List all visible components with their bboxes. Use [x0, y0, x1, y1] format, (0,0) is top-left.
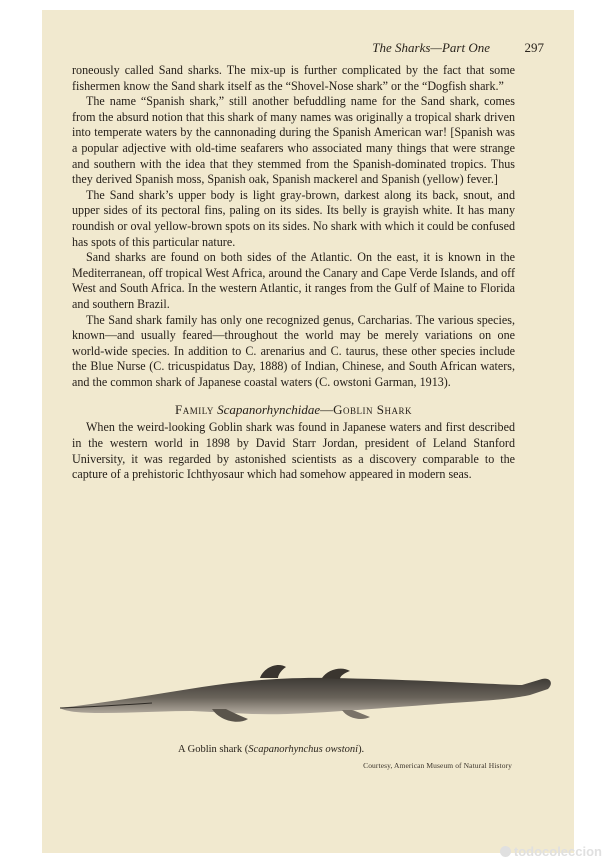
running-title: The Sharks—Part One — [372, 40, 490, 55]
shark-dorsal-fin-front — [260, 665, 286, 678]
paragraph-2: The name “Spanish shark,” still another befuddling name for the Sand shark, comes from the absurd notion that this shark of many names was originally a tropical shark driven into temperate waters by the cannonading during the Spanish American war! [Spanish was a popular adjective with old-time seafarers who associated many things that were strange and southern with the idea that they stemmed from the Spanish-dominated tropics. Thus they derived Spanish moss, Spanish oak, Spanish mackerel and Spanish (yellow) fever.] — [72, 94, 515, 187]
shark-body — [60, 678, 551, 714]
page-number: 297 — [524, 40, 544, 55]
figure-credit: Courtesy, American Museum of Natural History — [363, 761, 512, 770]
goblin-shark-photo — [42, 663, 574, 733]
watermark-logo-icon — [500, 846, 511, 857]
family-name: Scapanorhynchidae — [217, 402, 321, 418]
paragraph-3: The Sand shark’s upper body is light gray-brown, darkest along its back, snout, and upper sides of its pectoral fins, paling on its sides. Its belly is grayish white. It has many roundish or oval yellow-brown spots on its sides. No shark with which it could be confused has spots of this particular nature. — [72, 187, 515, 249]
body-text — [72, 63, 515, 483]
goblin-paragraph: When the weird-looking Goblin shark was found in Japanese waters and first described in the western world in 1898 by David Starr Jordan, president of Leland Stanford University, it was regarded by astonished scientists as a discovery comparable to the capture of a prehistoric Ichthyosaur which had somehow appeared in modern seas. — [72, 420, 515, 482]
paragraph-4: Sand sharks are found on both sides of the Atlantic. On the east, it is known in the Mediterranean, off tropical West Africa, around the Canary and Cape Verde Islands, and off West and South Africa. In the western Atlantic, it ranges from the Gulf of Maine to Florida and southern Brazil. — [72, 250, 515, 311]
family-dash: — — [320, 402, 334, 418]
family-prefix: Family — [175, 402, 214, 418]
watermark — [500, 844, 602, 859]
paragraph-5: The Sand shark family has only one recognized genus, Carcharias. The various species, known—and usually feared—throughout the world may be merely variations on one world-wide species. In addition to C. arenarius and C. taurus, these other species include the Blue Nurse (C. tricuspidatus Day, 1888) of Indian, Chinese, and South African waters, and the common shark of Japanese coastal waters (C. owstoni Garman, 1913). — [72, 312, 515, 389]
family-common-name: Goblin Shark — [333, 402, 412, 418]
book-page — [42, 10, 574, 853]
family-heading — [72, 402, 515, 418]
figure-caption: A Goblin shark (Scapanorhynchus owstoni). — [178, 744, 365, 755]
watermark-text: todocoleccion — [513, 844, 602, 859]
caption-species: Scapanorhynchus owstoni — [248, 744, 359, 755]
shark-dorsal-fin-rear — [322, 669, 350, 679]
running-header — [72, 40, 544, 58]
shark-ventral-fin — [342, 710, 370, 719]
paragraph-1: roneously called Sand sharks. The mix-up is further complicated by the fact that some fishermen know the Sand shark itself as the “Shovel-Nose shark” or the “Dogfish shark.” — [72, 63, 515, 93]
